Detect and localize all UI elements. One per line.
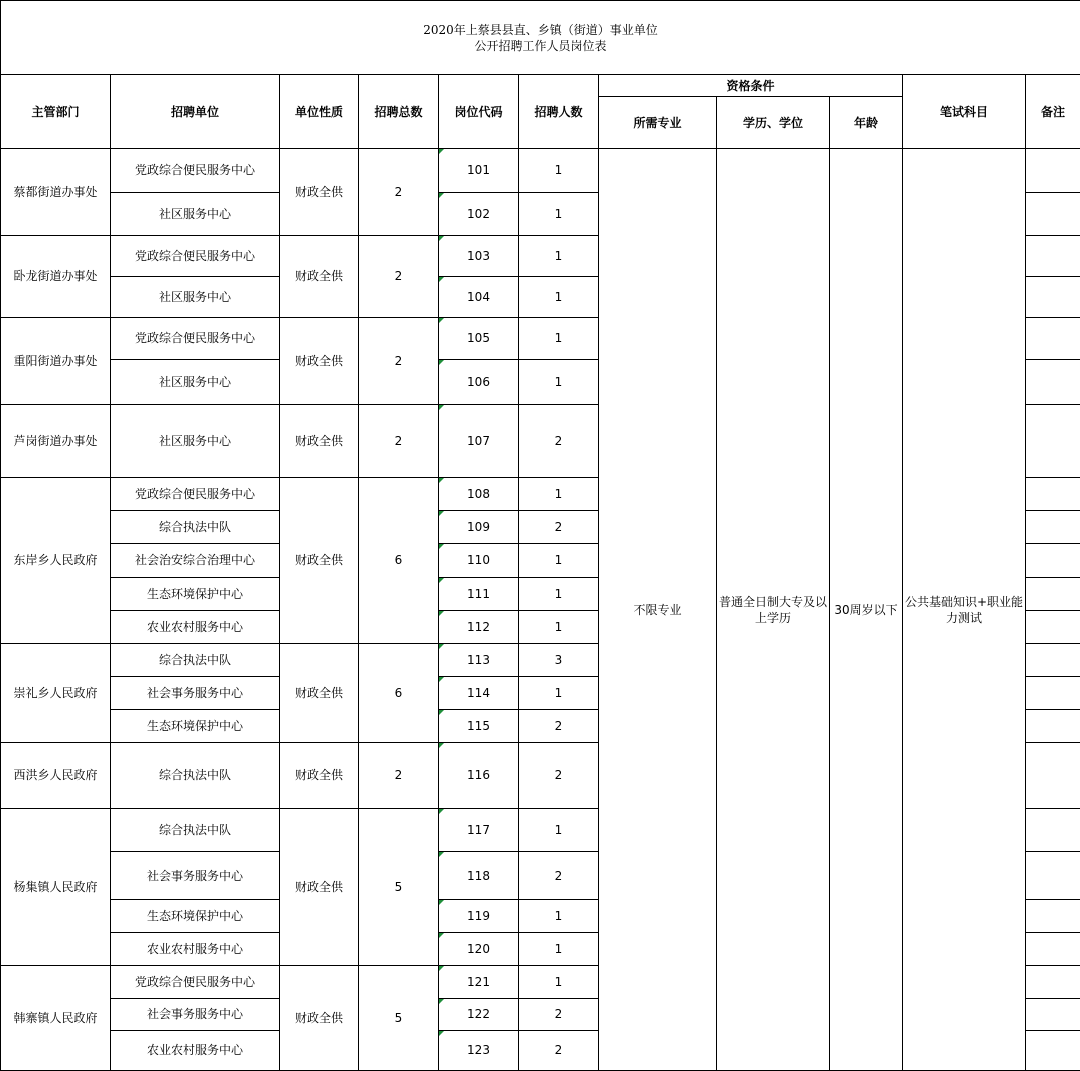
unit-cell: 社区服务中心 (111, 359, 280, 404)
remark-cell (1026, 852, 1080, 900)
count-cell: 1 (519, 317, 599, 359)
remark-cell (1026, 933, 1080, 966)
unit-cell: 社会治安综合治理中心 (111, 544, 280, 577)
unit-cell: 社区服务中心 (111, 192, 280, 235)
unit-cell: 党政综合便民服务中心 (111, 235, 280, 276)
department-cell: 东岸乡人民政府 (1, 478, 111, 643)
remark-cell (1026, 610, 1080, 643)
code-cell: 112 (439, 610, 519, 643)
unit-cell: 综合执法中队 (111, 742, 280, 808)
code-cell: 116 (439, 742, 519, 808)
code-cell: 109 (439, 511, 519, 544)
remark-cell (1026, 966, 1080, 998)
remark-cell (1026, 709, 1080, 742)
unit-cell: 社区服务中心 (111, 276, 280, 317)
remark-cell (1026, 998, 1080, 1030)
code-cell: 120 (439, 933, 519, 966)
header-department: 主管部门 (1, 75, 111, 149)
count-cell: 1 (519, 149, 599, 192)
count-cell: 1 (519, 900, 599, 933)
total-cell: 2 (359, 405, 439, 478)
code-cell: 114 (439, 676, 519, 709)
code-cell: 113 (439, 643, 519, 676)
unit-cell: 综合执法中队 (111, 809, 280, 852)
header-unit: 招聘单位 (111, 75, 280, 149)
header-code: 岗位代码 (439, 75, 519, 149)
count-cell: 2 (519, 742, 599, 808)
unit-cell: 社会事务服务中心 (111, 998, 280, 1030)
unit-cell: 农业农村服务中心 (111, 1030, 280, 1070)
count-cell: 3 (519, 643, 599, 676)
remark-cell (1026, 1030, 1080, 1070)
code-cell: 110 (439, 544, 519, 577)
code-cell: 118 (439, 852, 519, 900)
code-cell: 111 (439, 577, 519, 610)
unit-cell: 党政综合便民服务中心 (111, 478, 280, 511)
count-cell: 1 (519, 809, 599, 852)
count-cell: 2 (519, 405, 599, 478)
title-line-1: 2020年上蔡县县直、乡镇（街道）事业单位 (423, 22, 658, 37)
count-cell: 2 (519, 511, 599, 544)
remark-cell (1026, 478, 1080, 511)
header-exam: 笔试科目 (903, 75, 1026, 149)
unit-type-cell: 财政全供 (280, 317, 359, 404)
department-cell: 卧龙街道办事处 (1, 235, 111, 317)
title-row (1, 1, 1080, 75)
remark-cell (1026, 149, 1080, 192)
unit-cell: 社会事务服务中心 (111, 676, 280, 709)
age-cell: 30周岁以下 (830, 149, 903, 1071)
remark-cell (1026, 676, 1080, 709)
department-cell: 重阳街道办事处 (1, 317, 111, 404)
code-cell: 119 (439, 900, 519, 933)
unit-cell: 生态环境保护中心 (111, 900, 280, 933)
exam-cell: 公共基础知识+职业能力测试 (903, 149, 1026, 1071)
code-cell: 122 (439, 998, 519, 1030)
header-education: 学历、学位 (717, 97, 830, 149)
remark-cell (1026, 577, 1080, 610)
code-cell: 117 (439, 809, 519, 852)
remark-cell (1026, 511, 1080, 544)
department-cell: 芦岗街道办事处 (1, 405, 111, 478)
count-cell: 2 (519, 852, 599, 900)
major-cell: 不限专业 (599, 149, 717, 1071)
count-cell: 1 (519, 359, 599, 404)
code-cell: 101 (439, 149, 519, 192)
count-cell: 1 (519, 235, 599, 276)
unit-type-cell: 财政全供 (280, 809, 359, 966)
unit-type-cell: 财政全供 (280, 235, 359, 317)
code-cell: 107 (439, 405, 519, 478)
total-cell: 2 (359, 742, 439, 808)
count-cell: 1 (519, 577, 599, 610)
count-cell: 1 (519, 478, 599, 511)
unit-cell: 综合执法中队 (111, 511, 280, 544)
unit-type-cell: 财政全供 (280, 643, 359, 742)
count-cell: 1 (519, 544, 599, 577)
unit-cell: 党政综合便民服务中心 (111, 317, 280, 359)
title-line-2: 公开招聘工作人员岗位表 (474, 38, 607, 53)
unit-cell: 党政综合便民服务中心 (111, 966, 280, 998)
remark-cell (1026, 235, 1080, 276)
header-count: 招聘人数 (519, 75, 599, 149)
unit-type-cell: 财政全供 (280, 478, 359, 643)
count-cell: 2 (519, 709, 599, 742)
count-cell: 2 (519, 998, 599, 1030)
total-cell: 5 (359, 809, 439, 966)
code-cell: 108 (439, 478, 519, 511)
page-title (1, 1, 1080, 75)
total-cell: 5 (359, 966, 439, 1071)
remark-cell (1026, 359, 1080, 404)
header-remark: 备注 (1026, 75, 1080, 149)
header-qualifications: 资格条件 (599, 75, 903, 97)
header-age: 年龄 (830, 97, 903, 149)
total-cell: 6 (359, 643, 439, 742)
header-row-1 (1, 75, 1080, 97)
count-cell: 1 (519, 192, 599, 235)
unit-type-cell: 财政全供 (280, 742, 359, 808)
count-cell: 1 (519, 610, 599, 643)
unit-type-cell: 财政全供 (280, 966, 359, 1071)
unit-type-cell: 财政全供 (280, 405, 359, 478)
remark-cell (1026, 405, 1080, 478)
remark-cell (1026, 276, 1080, 317)
count-cell: 1 (519, 676, 599, 709)
unit-cell: 农业农村服务中心 (111, 610, 280, 643)
department-cell: 西洪乡人民政府 (1, 742, 111, 808)
count-cell: 2 (519, 1030, 599, 1070)
total-cell: 6 (359, 478, 439, 643)
remark-cell (1026, 544, 1080, 577)
department-cell: 韩寨镇人民政府 (1, 966, 111, 1071)
unit-cell: 综合执法中队 (111, 643, 280, 676)
unit-cell: 社区服务中心 (111, 405, 280, 478)
count-cell: 1 (519, 933, 599, 966)
header-major: 所需专业 (599, 97, 717, 149)
unit-type-cell: 财政全供 (280, 149, 359, 235)
unit-cell: 农业农村服务中心 (111, 933, 280, 966)
unit-cell: 生态环境保护中心 (111, 709, 280, 742)
count-cell: 1 (519, 276, 599, 317)
count-cell: 1 (519, 966, 599, 998)
remark-cell (1026, 809, 1080, 852)
total-cell: 2 (359, 235, 439, 317)
header-total: 招聘总数 (359, 75, 439, 149)
code-cell: 115 (439, 709, 519, 742)
code-cell: 105 (439, 317, 519, 359)
header-unit-type: 单位性质 (280, 75, 359, 149)
remark-cell (1026, 317, 1080, 359)
remark-cell (1026, 643, 1080, 676)
department-cell: 崇礼乡人民政府 (1, 643, 111, 742)
table-row (1, 149, 1080, 192)
remark-cell (1026, 192, 1080, 235)
code-cell: 123 (439, 1030, 519, 1070)
education-cell: 普通全日制大专及以上学历 (717, 149, 830, 1071)
remark-cell (1026, 742, 1080, 808)
code-cell: 102 (439, 192, 519, 235)
total-cell: 2 (359, 149, 439, 235)
code-cell: 121 (439, 966, 519, 998)
code-cell: 104 (439, 276, 519, 317)
code-cell: 103 (439, 235, 519, 276)
total-cell: 2 (359, 317, 439, 404)
unit-cell: 社会事务服务中心 (111, 852, 280, 900)
unit-cell: 党政综合便民服务中心 (111, 149, 280, 192)
code-cell: 106 (439, 359, 519, 404)
remark-cell (1026, 900, 1080, 933)
department-cell: 蔡都街道办事处 (1, 149, 111, 235)
unit-cell: 生态环境保护中心 (111, 577, 280, 610)
department-cell: 杨集镇人民政府 (1, 809, 111, 966)
